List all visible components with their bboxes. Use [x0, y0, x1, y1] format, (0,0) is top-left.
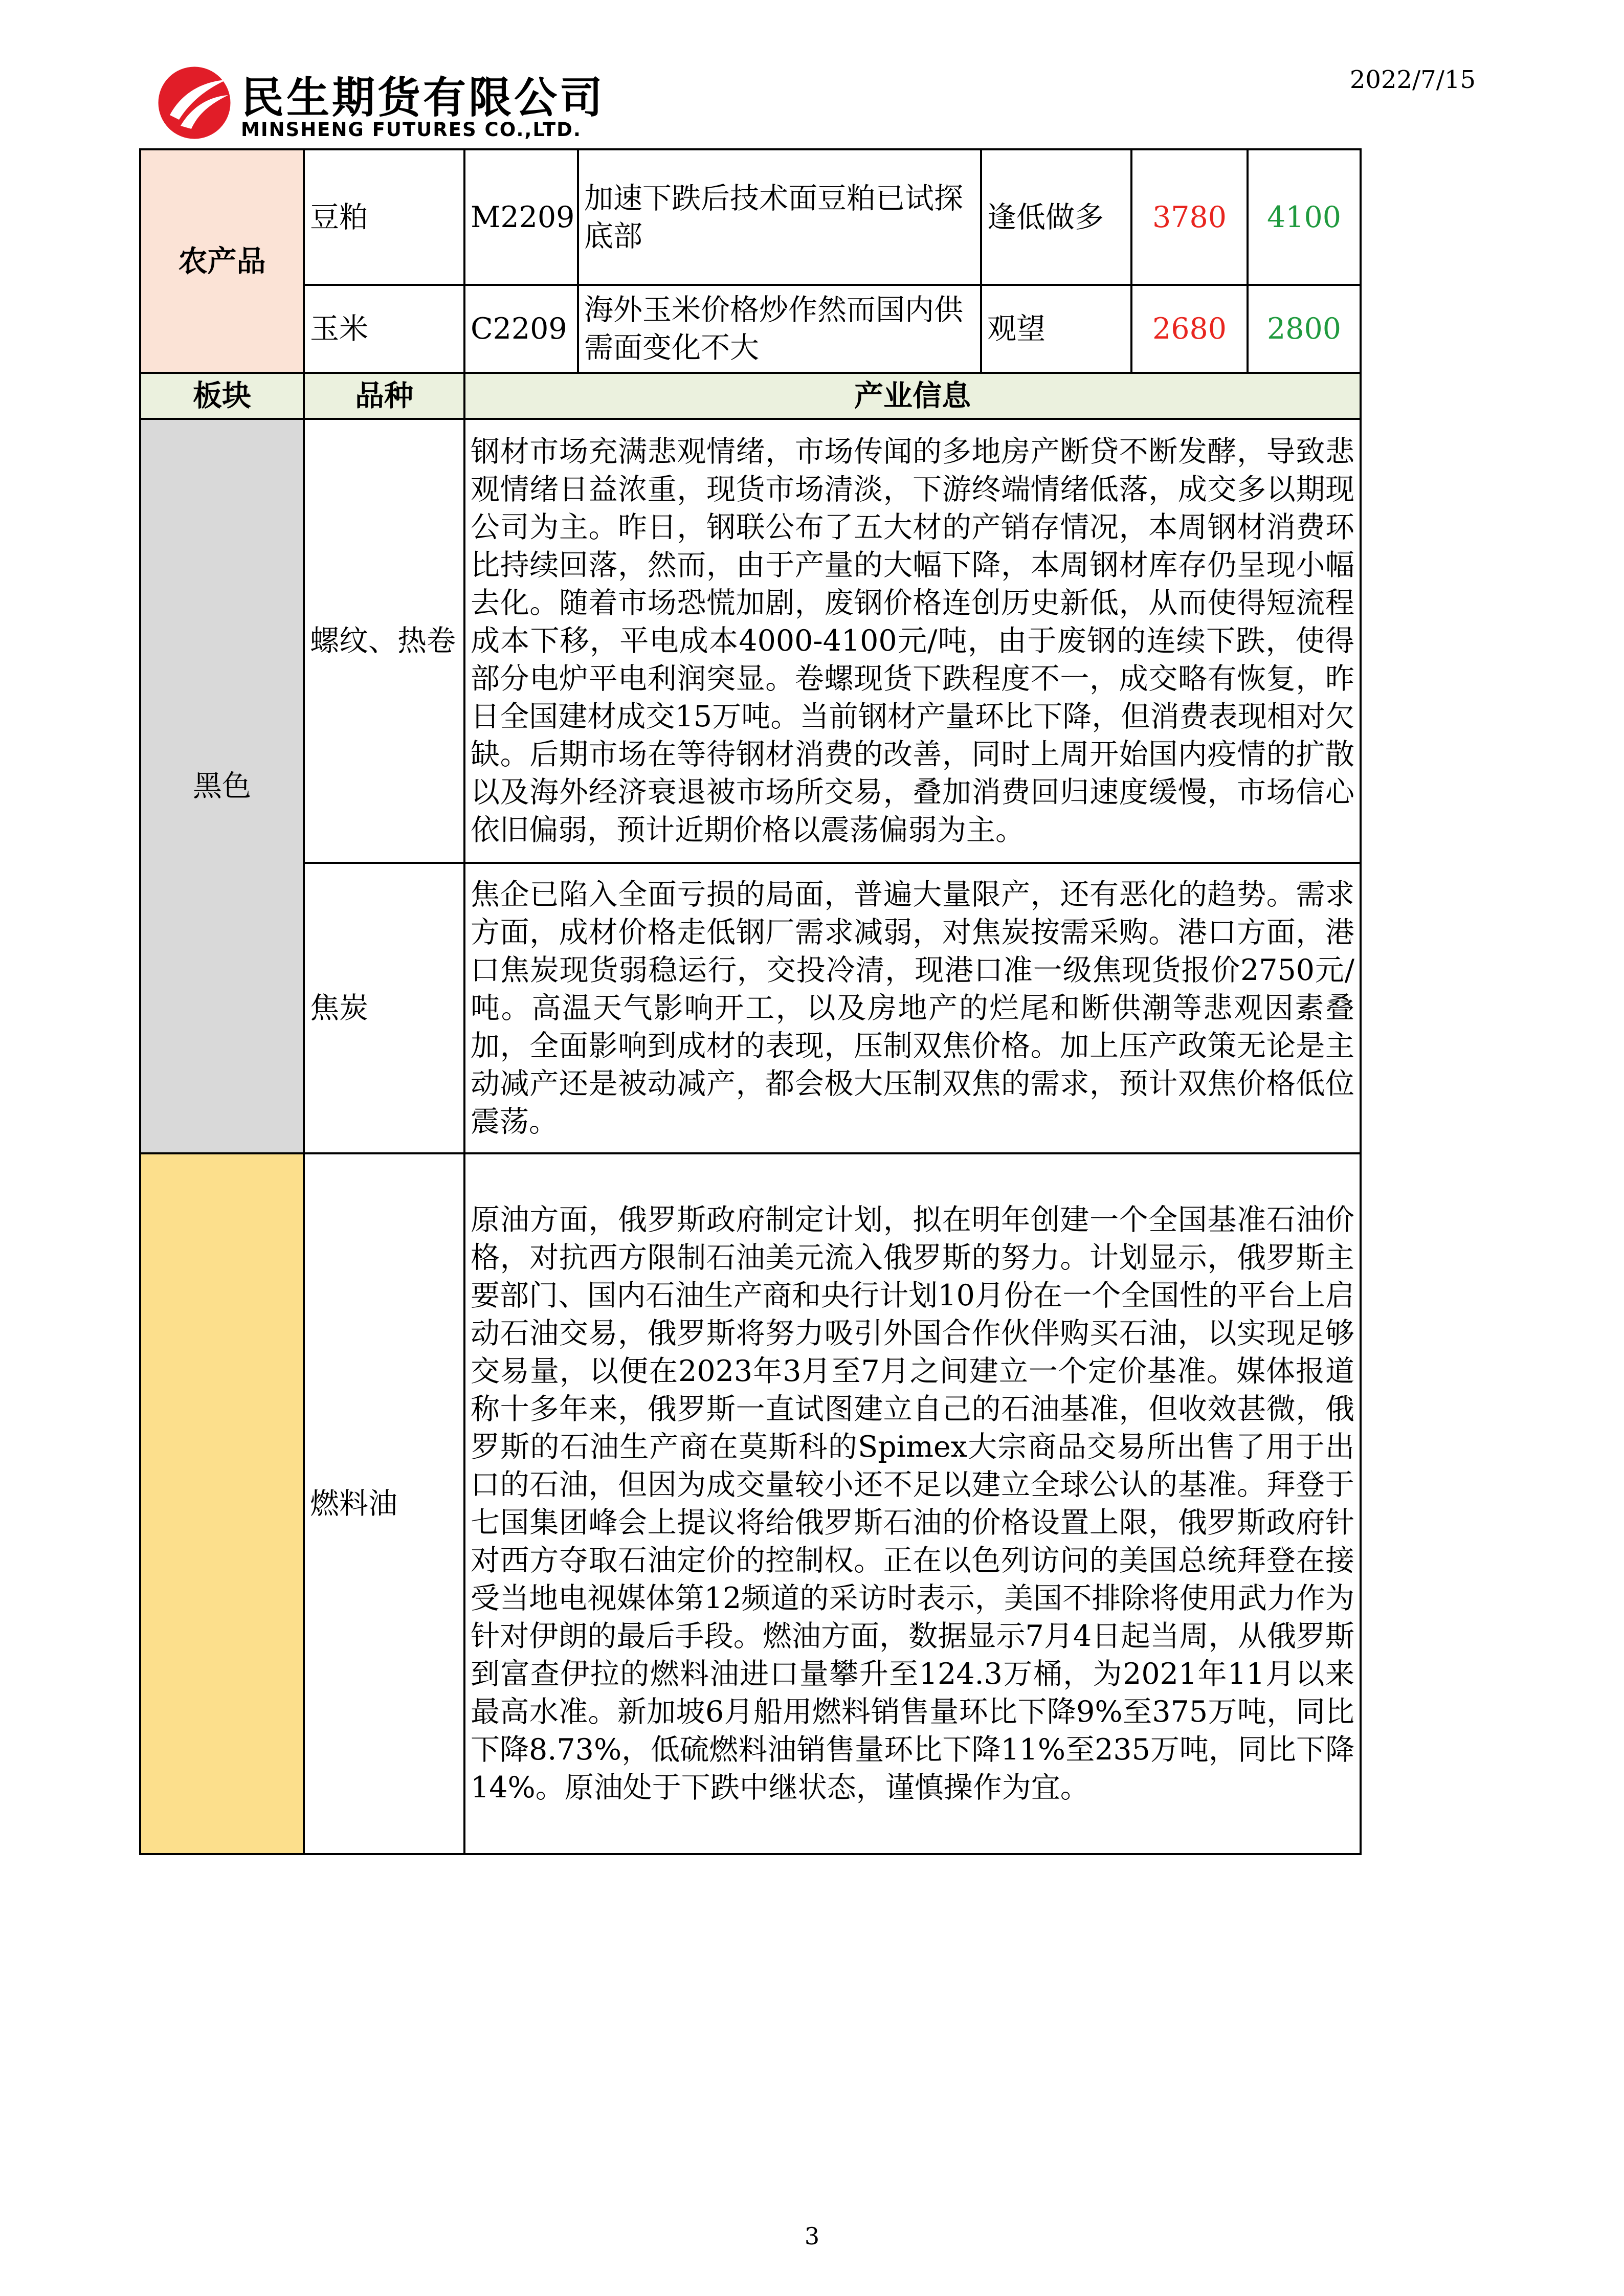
header-variety: 品种	[304, 373, 464, 419]
header-sector: 板块	[140, 373, 304, 419]
resistance-price: 4100	[1248, 149, 1361, 285]
minsheng-logo-icon	[156, 64, 233, 141]
support-price: 3780	[1131, 149, 1248, 285]
energy-row-fuel-oil	[140, 1153, 1361, 1854]
report-table	[139, 148, 1362, 1855]
table-header-row	[140, 373, 1361, 419]
variety-name: 螺纹、热卷	[304, 419, 464, 863]
page-number: 3	[804, 2222, 820, 2250]
sector-agri: 农产品	[140, 149, 304, 373]
report-date: 2022/7/15	[1349, 65, 1476, 94]
variety-name: 豆粕	[304, 149, 464, 285]
resistance-price: 2800	[1248, 285, 1361, 373]
sector-black: 黑色	[140, 419, 304, 1153]
black-row-rebar	[140, 419, 1361, 863]
support-price: 2680	[1131, 285, 1248, 373]
industry-info: 原油方面，俄罗斯政府制定计划，拟在明年创建一个全国基准石油价格，对抗西方限制石油美元流入俄罗斯的努力。计划显示，俄罗斯主要部门、国内石油生产商和央行计划10月份在一个全国性的平台上启动石油交易，俄罗斯将努力吸引外国合作伙伴购买石油，以实现足够交易量，以便在2023年3月至7月之间建立一个定价基准。媒体报道称十多年来，俄罗斯一直试图建立自己的石油基准，但收效甚微，俄罗斯的石油生产商在莫斯科的Spimex大宗商品交易所出售了用于出口的石油，但因为成交量较小还不足以建立全球公认的基准。拜登于七国集团峰会上提议将给俄罗斯石油的价格设置上限，俄罗斯政府针对西方夺取石油定价的控制权。正在以色列访问的美国总统拜登在接受当地电视媒体第12频道的采访时表示，美国不排除将使用武力作为针对伊朗的最后手段。燃油方面，数据显示7月4日起当周，从俄罗斯到富查伊拉的燃料油进口量攀升至124.3万桶，为2021年11月以来最高水准。新加坡6月船用燃料销售量环比下降9%至375万吨，同比下降8.73%，低硫燃料油销售量环比下降11%至235万吨，同比下降14%。原油处于下跌中继状态，谨慎操作为宜。	[464, 1153, 1361, 1854]
market-view: 加速下跌后技术面豆粕已试探底部	[578, 149, 981, 285]
contract-code: C2209	[464, 285, 578, 373]
variety-name: 玉米	[304, 285, 464, 373]
strategy: 逢低做多	[981, 149, 1131, 285]
market-view: 海外玉米价格炒作然而国内供需面变化不大	[578, 285, 981, 373]
strategy: 观望	[981, 285, 1131, 373]
sector-energy	[140, 1153, 304, 1854]
header-industry-info: 产业信息	[464, 373, 1361, 419]
variety-name: 焦炭	[304, 863, 464, 1153]
industry-info: 焦企已陷入全面亏损的局面，普遍大量限产，还有恶化的趋势。需求方面，成材价格走低钢厂需求减弱，对焦炭按需采购。港口方面，港口焦炭现货弱稳运行，交投冷清，现港口准一级焦现货报价2750元/吨。高温天气影响开工，以及房地产的烂尾和断供潮等悲观因素叠加，全面影响到成材的表现，压制双焦价格。加上压产政策无论是主动减产还是被动减产，都会极大压制双焦的需求，预计双焦价格低位震荡。	[464, 863, 1361, 1153]
company-logo	[156, 61, 616, 151]
contract-code: M2209	[464, 149, 578, 285]
black-row-coke	[140, 863, 1361, 1153]
company-name-cn: 民生期货有限公司	[241, 73, 606, 123]
agri-row-soymeal	[140, 149, 1361, 285]
agri-row-corn	[140, 285, 1361, 373]
variety-name: 燃料油	[304, 1153, 464, 1854]
industry-info: 钢材市场充满悲观情绪，市场传闻的多地房产断贷不断发酵，导致悲观情绪日益浓重，现货市场清淡，下游终端情绪低落，成交多以期现公司为主。昨日，钢联公布了五大材的产销存情况，本周钢材消费环比持续回落，然而，由于产量的大幅下降，本周钢材库存仍呈现小幅去化。随着市场恐慌加剧，废钢价格连创历史新低，从而使得短流程成本下移，平电成本4000-4100元/吨，由于废钢的连续下跌，使得部分电炉平电利润突显。卷螺现货下跌程度不一，成交略有恢复，昨日全国建材成交15万吨。当前钢材产量环比下降，但消费表现相对欠缺。后期市场在等待钢材消费的改善，同时上周开始国内疫情的扩散以及海外经济衰退被市场所交易，叠加消费回归速度缓慢，市场信心依旧偏弱，预计近期价格以震荡偏弱为主。	[464, 419, 1361, 863]
company-name-en: MINSHENG FUTURES CO.,LTD.	[241, 119, 582, 141]
